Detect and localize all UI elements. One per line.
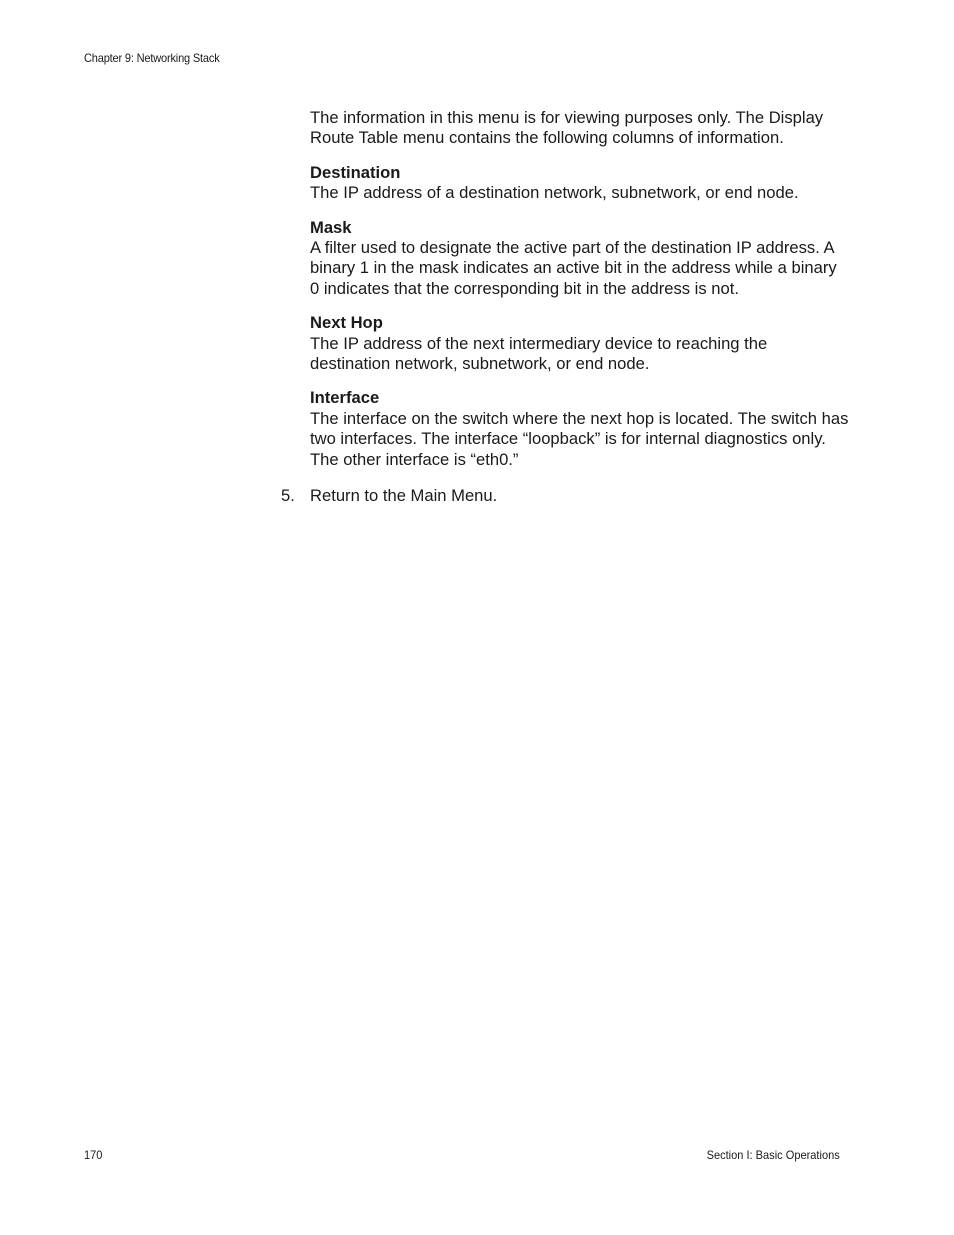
term-title: Destination [310,162,401,182]
main-content [310,108,850,484]
procedure-step [281,486,497,506]
term-definition: The IP address of the next intermediary device to reaching the destination network, subnetwork, or end node. [310,333,768,374]
term-block-next-hop [310,313,850,374]
term-block-mask [310,218,850,300]
term-block-destination [310,163,850,204]
step-number: 5. [281,486,295,505]
intro-paragraph: The information in this menu is for viewing purposes only. The Display Route Table menu contains the following columns of information. [310,108,824,148]
term-definition: The interface on the switch where the next hop is located. The switch has two interfaces. The interface “loopback” is for internal diagnostics only. The other interface is “eth0.” [310,408,849,469]
term-title: Mask [310,217,352,237]
running-footer-section: Section I: Basic Operations [706,1148,840,1162]
term-block-interface [310,388,850,470]
term-definition: The IP address of a destination network, subnetwork, or end node. [310,183,799,203]
term-title: Interface [310,388,380,408]
step-text: Return to the Main Menu. [310,486,498,505]
page-number: 170 [84,1148,103,1162]
term-title: Next Hop [310,313,383,333]
term-definition: A filter used to designate the active part of the destination IP address. A binary 1 in the mask indicates an active bit in the address while a binary 0 indicates that the corresponding bit in the address is not. [310,238,837,298]
running-header-chapter: Chapter 9: Networking Stack [84,51,220,65]
